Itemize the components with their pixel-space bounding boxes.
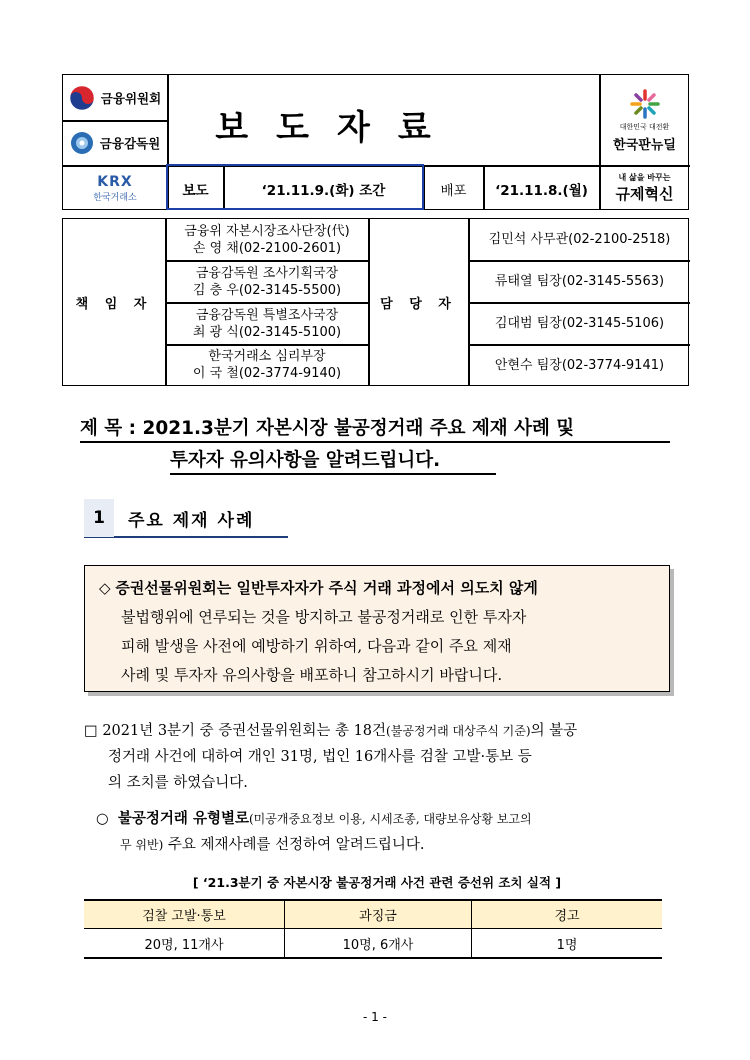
release-highlight-frame (166, 164, 424, 210)
paragraph-text: 의 불공 (530, 723, 578, 739)
responsible-name-phone: 이 국 철(02-3774-9140) (192, 366, 342, 381)
summary-text: 불법행위에 연루되는 것을 방지하고 불공정거래로 인한 투자자 (121, 608, 527, 626)
release-label: 보도 (182, 183, 209, 199)
paragraph-note: 무 위반) (120, 838, 164, 852)
paragraph-2-line-1 (96, 806, 532, 832)
section-number: 1 (84, 499, 114, 537)
responsible-contact (166, 219, 368, 260)
summary-box (84, 565, 670, 692)
krx-name: 한국거래소 (93, 192, 137, 203)
subject-line-2: 투자자 유의사항을 알려드립니다. (170, 450, 441, 471)
fsc-name: 금융위원회 (100, 90, 162, 106)
summary-line (99, 661, 657, 690)
responsible-name-phone: 김 충 우(02-3145-5500) (192, 282, 342, 298)
paragraph-text: 2021년 3분기 중 증권선물위원회는 총 18건 (102, 723, 387, 739)
summary-line (99, 574, 657, 603)
korean-new-deal-logo (600, 75, 689, 165)
staff-label: 담 당 자 (380, 296, 457, 312)
responsible-title: 금융위 자본시장조사단장(代) (184, 223, 350, 239)
summary-line (99, 632, 657, 661)
new-deal-burst-icon (629, 88, 661, 120)
staff-contact: 김대범 팀장(02-3145-5106) (494, 316, 665, 331)
page-number: - 1 - (363, 1010, 387, 1024)
circle-bullet-icon: ○ (96, 811, 109, 827)
paragraph-1-line-2: 정거래 사건에 대하여 개인 31명, 법인 16개사를 검찰 고발·통보 등 (108, 749, 532, 765)
subject-line-1: 제 목 : 2021.3분기 자본시장 불공정거래 주요 제재 사례 및 (80, 418, 575, 439)
table-header-cell: 과징금 (284, 901, 472, 928)
responsible-contact (166, 303, 368, 344)
summary-text: 증권선물위원회는 일반투자자가 주식 거래 과정에서 의도치 않게 (115, 579, 538, 597)
table-header-cell: 검찰 고발·통보 (142, 909, 226, 924)
paragraph-text: 주요 제재사례를 선정하여 알려드립니다. (163, 837, 425, 853)
paragraph-1-line-1 (84, 718, 577, 744)
krx-mark: KRX (97, 173, 133, 190)
responsible-title: 금융감독원 특별조사국장 (195, 307, 339, 323)
krx-logo (63, 166, 167, 210)
page-title: 보도자료 (215, 107, 459, 148)
table-cell: 1명 (556, 937, 578, 953)
fss-emblem-icon (70, 131, 94, 155)
taegeuk-icon (69, 85, 95, 111)
summary-text: 피해 발생을 사전에 예방하기 위하여, 다음과 같이 주요 제재 (121, 637, 512, 655)
table-row (84, 929, 662, 959)
responsible-title: 금융감독원 조사기획국장 (195, 265, 339, 281)
regulatory-innovation-logo (600, 166, 689, 210)
table-cell: 10명, 6개사 (284, 929, 472, 957)
fss-name: 금융감독원 (99, 136, 161, 151)
staff-contact: 류태열 팀장(02-3145-5563) (494, 274, 665, 289)
section-heading (84, 500, 288, 538)
new-deal-name: 한국판뉴딜 (613, 137, 676, 153)
table-cell: 20명, 11개사 (144, 937, 224, 953)
distribute-date: ‘21.11.8.(월) (495, 183, 588, 199)
new-deal-tagline: 대한민국 대전환 (619, 122, 670, 131)
reg-tagline: 내 삶을 바꾸는 (618, 173, 671, 182)
paragraph-text: 불공정거래 유형별로 (117, 810, 249, 827)
responsible-label: 책 임 자 (75, 296, 153, 312)
responsible-title: 한국거래소 심리부장 (208, 349, 326, 364)
fsc-logo (63, 75, 167, 120)
table-header-cell: 경고 (554, 909, 580, 924)
paragraph-2-line-2 (120, 832, 424, 858)
distribute-label: 배포 (440, 183, 467, 199)
section-title: 주요 제재 사례 (128, 510, 255, 531)
responsible-name-phone: 최 광 식(02-3145-5100) (192, 324, 342, 340)
contact-table (62, 218, 689, 386)
summary-text: 사례 및 투자자 유의사항을 배포하니 참고하시기 바랍니다. (121, 666, 503, 684)
subject-underline (80, 441, 670, 443)
summary-line (99, 603, 657, 632)
paragraph-note: (불공정거래 대상주식 기준) (386, 724, 531, 738)
staff-contact: 김민석 사무관(02-2100-2518) (488, 232, 671, 247)
subject-underline (170, 473, 496, 475)
fss-logo (63, 121, 167, 165)
square-bullet-icon: □ (84, 723, 98, 739)
responsible-contact (166, 345, 368, 385)
paragraph-note: (미공개중요정보 이용, 시세조종, 대량보유상황 보고의 (249, 812, 532, 826)
responsible-contact (166, 261, 368, 302)
release-date: ‘21.11.9.(화) 조간 (261, 183, 386, 199)
staff-contact: 안현수 팀장(02-3774-9141) (494, 357, 665, 373)
table-caption: [ ‘21.3분기 중 자본시장 불공정거래 사건 관련 증선위 조치 실적 ] (192, 875, 562, 890)
table-header-row (84, 899, 662, 929)
reg-name: 규제혁신 (615, 185, 674, 203)
responsible-name-phone: 손 영 채(02-2100-2601) (192, 240, 342, 256)
diamond-bullet-icon: ◇ (99, 579, 111, 597)
paragraph-1-line-3: 의 조치를 하였습니다. (108, 775, 248, 791)
